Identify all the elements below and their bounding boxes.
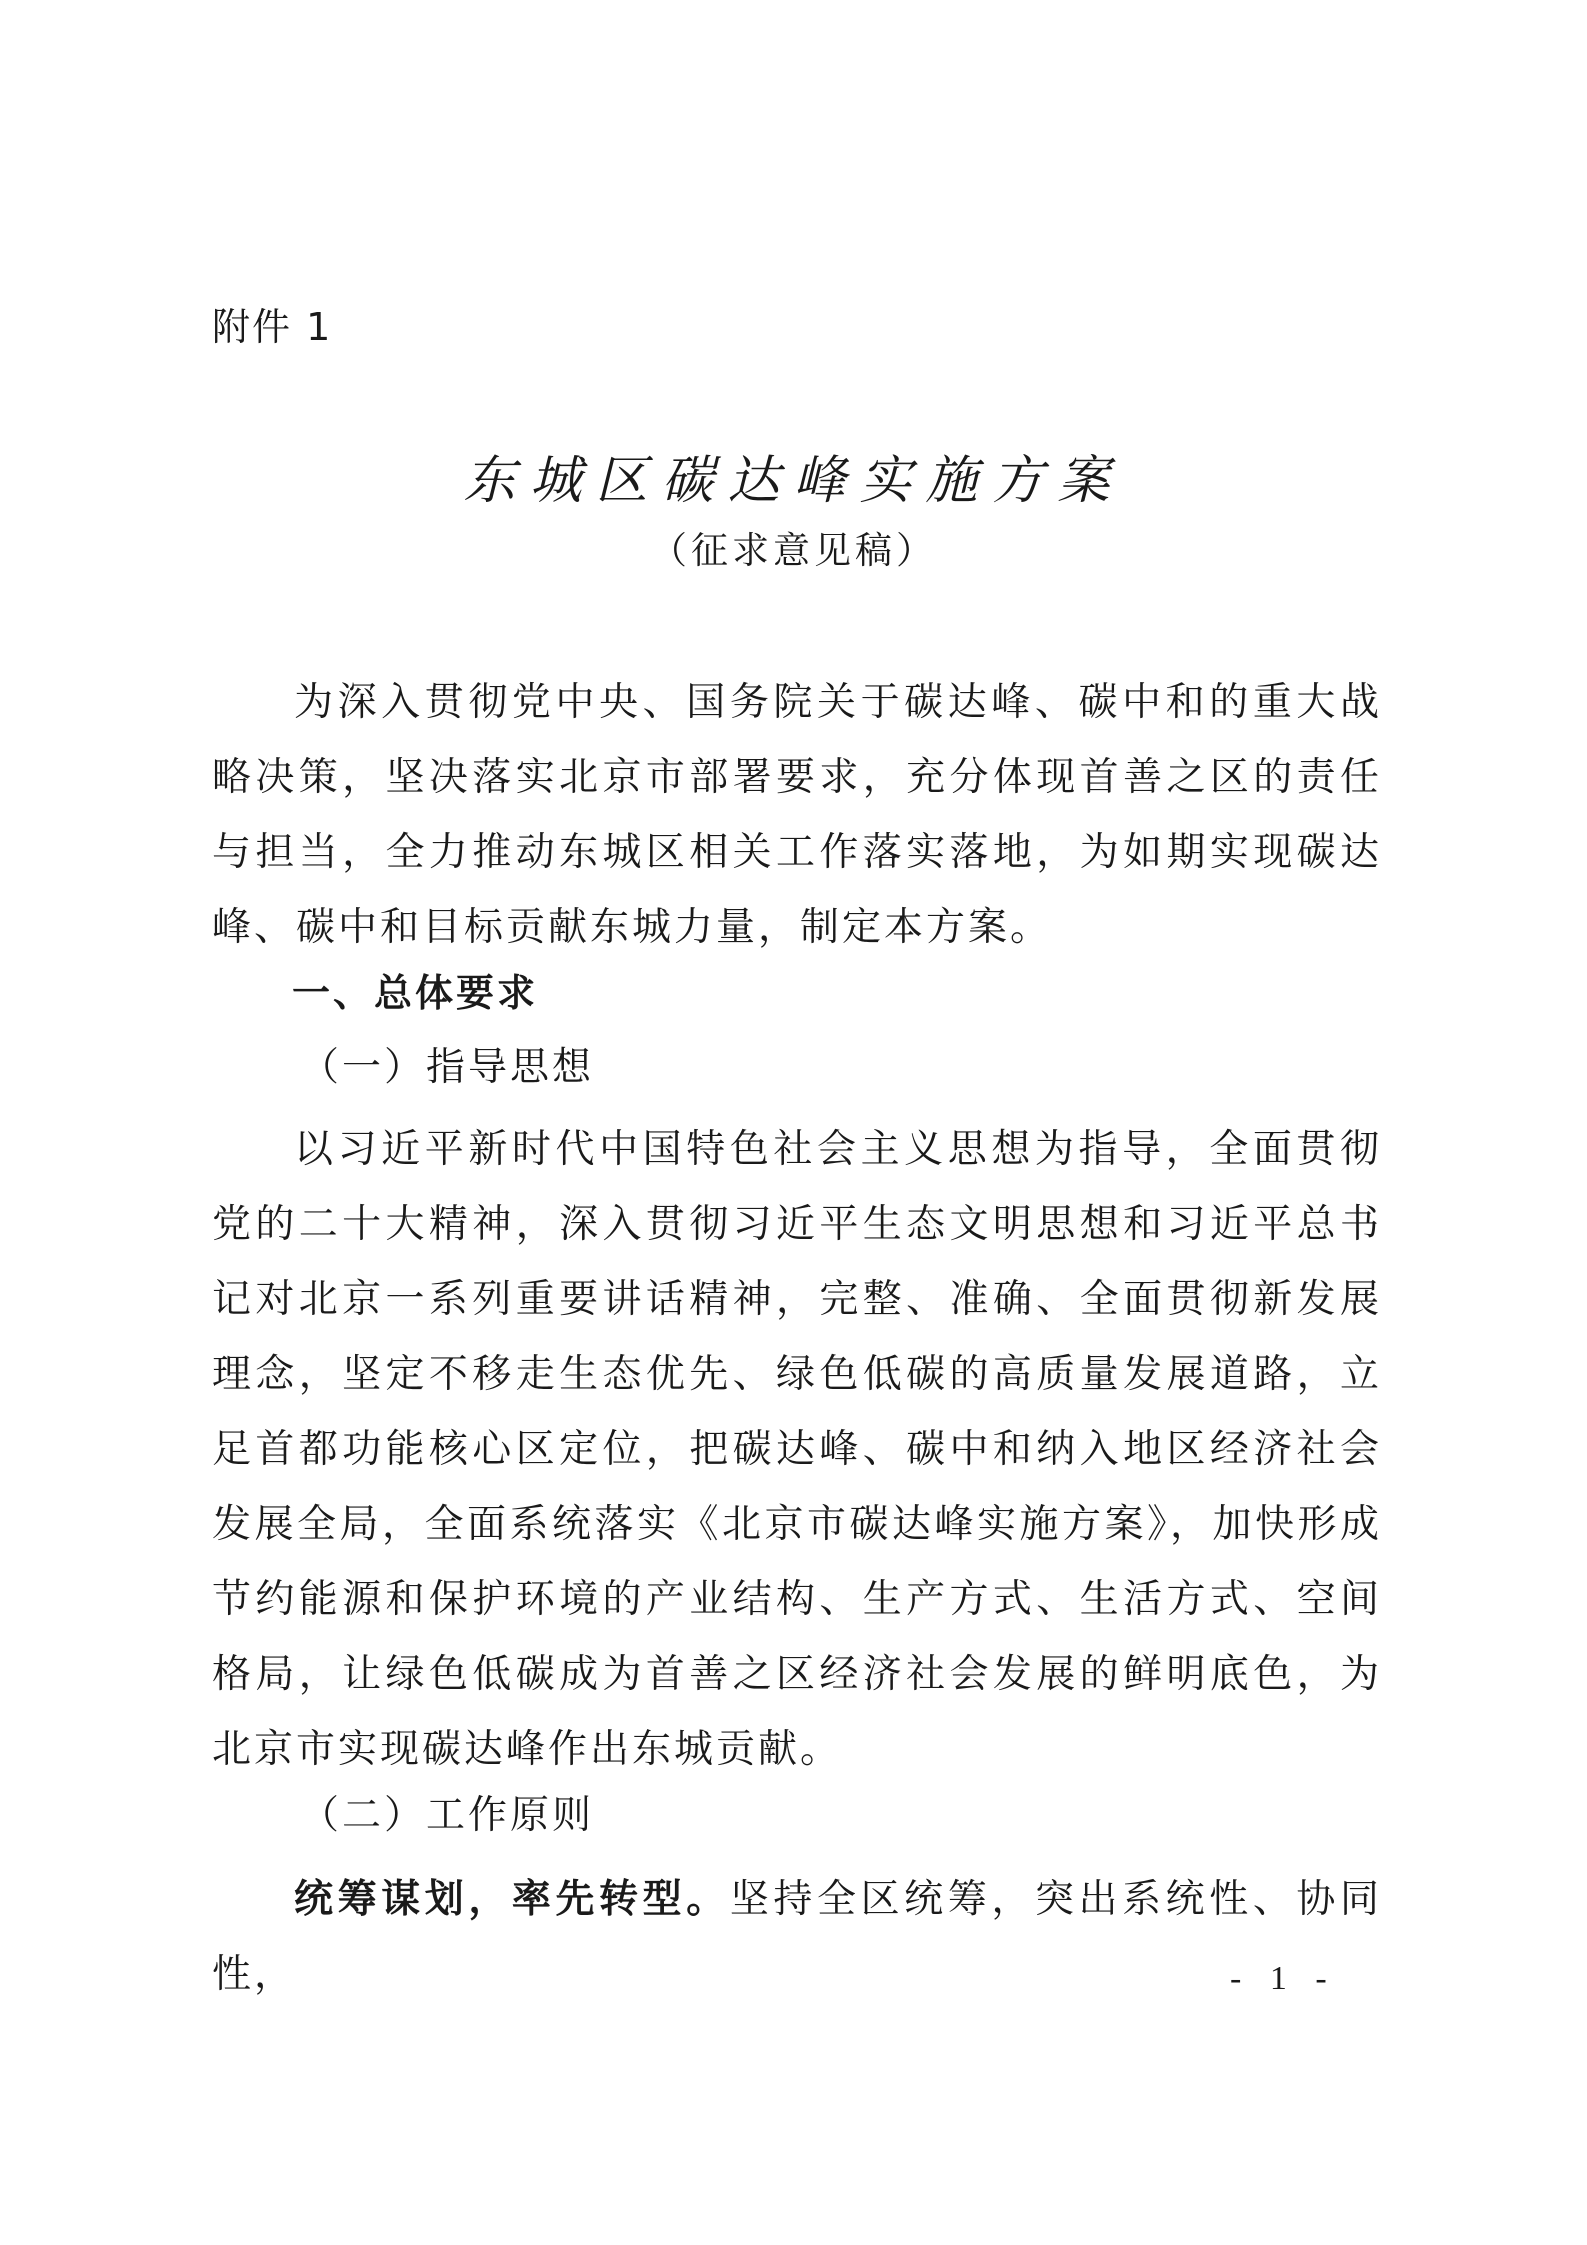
document-subtitle: （征求意见稿） xyxy=(650,529,937,572)
subsection-heading-guiding-ideology: （一）指导思想 xyxy=(300,1045,595,1090)
document-title: 东城区碳达峰实施方案 xyxy=(463,451,1124,511)
page-number: - 1 - xyxy=(1230,1960,1337,1997)
principle-text: 坚持全区统筹，突出系统性、协同性， xyxy=(212,1877,1382,1997)
subsection-heading-work-principles: （二）工作原则 xyxy=(300,1793,595,1838)
intro-paragraph: 为深入贯彻党中央、国务院关于碳达峰、碳中和的重大战略决策，坚决落实北京市部署要求，充分体现首善之区的责任与担当，全力推动东城区相关工作落实落地，为如期实现碳达峰、碳中和目标贡献东城力量，制定本方案。 xyxy=(212,680,1382,950)
principle-paragraph xyxy=(212,1862,1382,2012)
section-heading-general-requirements: 一、总体要求 xyxy=(292,971,539,1015)
attachment-label: 附件 1 xyxy=(212,305,333,349)
principle-lead: 统筹谋划，率先转型。 xyxy=(294,1876,730,1922)
guiding-ideology-paragraph: 以习近平新时代中国特色社会主义思想为指导，全面贯彻党的二十大精神，深入贯彻习近平生态文明思想和习近平总书记对北京一系列重要讲话精神，完整、准确、全面贯彻新发展理念，坚定不移走生态优先、绿色低碳的高质量发展道路，立足首都功能核心区定位，把碳达峰、碳中和纳入地区经济社会发展全局，全面系统落实《北京市碳达峰实施方案》，加快形成节约能源和保护环境的产业结构、生产方式、生活方式、空间格局，让绿色低碳成为首善之区经济社会发展的鲜明底色，为北京市实现碳达峰作出东城贡献。 xyxy=(212,1127,1382,1772)
